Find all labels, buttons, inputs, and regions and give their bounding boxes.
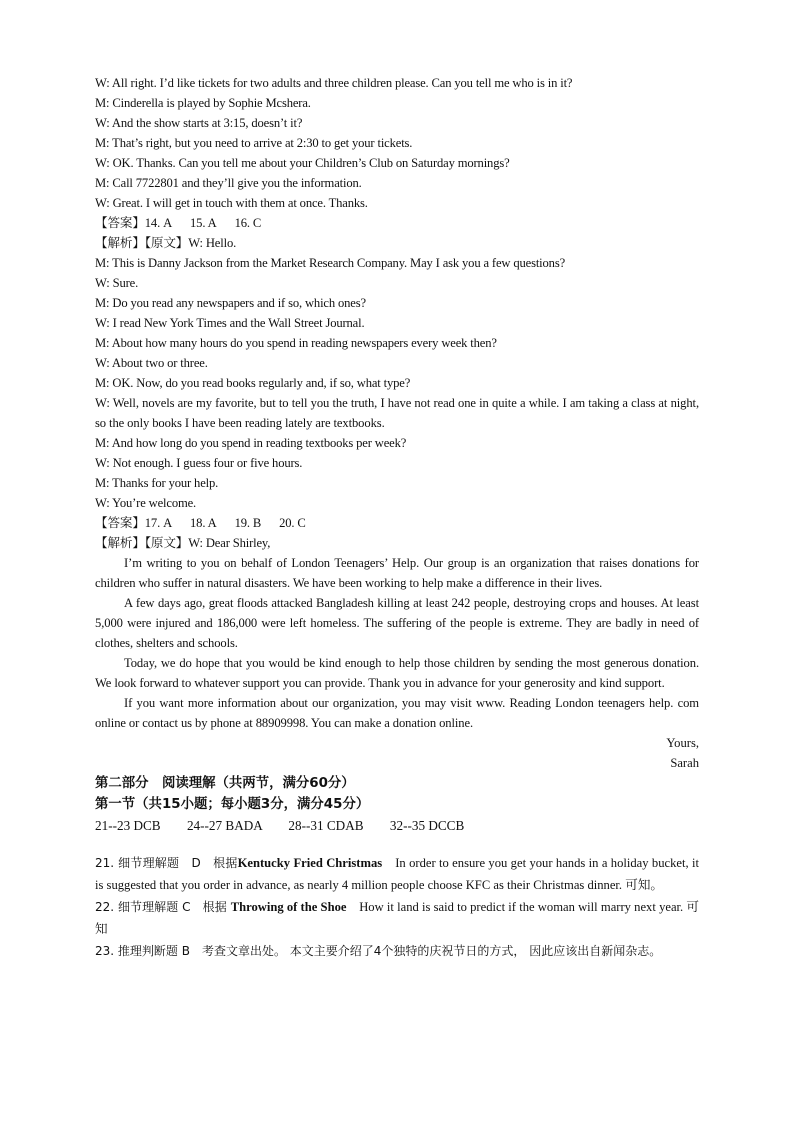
answer-label: 【答案】: [95, 216, 145, 230]
question-explanation-23: 23. 推理判断题 B 考查文章出处。 本文主要介绍了4个独特的庆祝节日的方式， 因此应该出自新闻杂志。: [95, 944, 662, 958]
letter-paragraph: I’m writing to you on behalf of London Teenagers’ Help. Our group is an organization that raises donations for children who suffer in natural disasters. We have been working to help make a difference in their lives.: [95, 556, 699, 590]
answer-item: 14. A: [144, 216, 173, 230]
answer-item: 15. A: [190, 216, 217, 230]
dialogue-line: M: This is Danny Jackson from the Market Research Company. May I ask you a few questions?: [95, 256, 566, 270]
answer-item: 16. C: [234, 216, 262, 230]
answer-item: 18. A: [190, 516, 217, 530]
dialogue-line: M: About how many hours do you spend in reading newspapers every week then?: [95, 336, 497, 350]
section-title: 第一节（共15小题；每小题3分，满分45分）: [95, 797, 370, 812]
document-page: [95, 73, 699, 962]
dialogue-line: W: Not enough. I guess four or five hours.: [95, 456, 303, 470]
dialogue-line: W: I read New York Times and the Wall Street Journal.: [95, 316, 365, 330]
dialogue-block-1: [95, 73, 699, 213]
analysis-line: 【解析】【原文】W: Hello.: [95, 236, 237, 250]
letter-body: [95, 553, 699, 773]
dialogue-line: W: About two or three.: [95, 356, 208, 370]
letter-closing: Yours,: [666, 736, 699, 750]
question-prefix: 21. 细节理解题 D 根据: [95, 856, 238, 870]
answer-line: [95, 213, 699, 233]
dialogue-line: W: Great. I will get in touch with them at once. Thanks.: [95, 196, 368, 210]
dialogue-line: M: And how long do you spend in reading textbooks per week?: [95, 436, 407, 450]
dialogue-line: W: All right. I’d like tickets for two adults and three children please. Can you tell me who is in it?: [95, 76, 573, 90]
dialogue-line: W: OK. Thanks. Can you tell me about your Children’s Club on Saturday mornings?: [95, 156, 510, 170]
dialogue-line: M: Thanks for your help.: [95, 476, 219, 490]
answer-key: 21--23 DCB 24--27 BADA 28--31 CDAB 32--35 DCCB: [95, 818, 465, 833]
dialogue-line: M: Do you read any newspapers and if so, which ones?: [95, 296, 366, 310]
letter-paragraph: If you want more information about our organization, you may visit www. Reading London teenagers help. com online or contact us by phone at 88909998. You can make a donation online.: [95, 696, 699, 730]
question-explanation-22: [95, 896, 699, 940]
dialogue-line: M: Cinderella is played by Sophie Mcshera.: [95, 96, 311, 110]
answer-item: 19. B: [234, 516, 262, 530]
question-text: In order to ensure you get your hands in a holiday bucket, it is suggested that you order in advance, as nearly 4 million people choose KFC as their Christmas dinner. 可知。: [95, 856, 700, 892]
dialogue-block-2: [95, 253, 699, 513]
answer-item: 20. C: [279, 516, 306, 530]
question-prefix: 22. 细节理解题 C 根据: [95, 900, 231, 914]
dialogue-line: M: Call 7722801 and they’ll give you the information.: [95, 176, 362, 190]
letter-paragraph: Today, we do hope that you would be kind enough to help those children by sending the most generous donation. We look forward to whatever support you can provide. Thank you in advance for your generosity and kind support.: [95, 656, 699, 690]
spacer: [95, 836, 699, 852]
dialogue-line: M: OK. Now, do you read books regularly and, if so, what type?: [95, 376, 411, 390]
answer-line: [95, 513, 699, 533]
question-text: How it land is said to predict if the woman will marry next year. 可知: [95, 900, 700, 936]
letter-paragraph: A few days ago, great floods attacked Bangladesh killing at least 242 people, destroying crops and houses. At least 5,000 were injured and 186,000 were left homeless. The suffering of the people is extreme. They are badly in need of clothes, shelters and schools.: [95, 596, 699, 650]
analysis-line: 【解析】【原文】W: Dear Shirley,: [95, 536, 271, 550]
dialogue-paragraph: W: Well, novels are my favorite, but to tell you the truth, I have not read one in quite a while. I am taking a class at night, so the only books I have been reading lately are textbooks.: [95, 396, 699, 430]
answer-item: 17. A: [144, 516, 173, 530]
passage-title: Kentucky Fried Christmas: [237, 856, 383, 870]
letter-signature: Sarah: [670, 756, 699, 770]
question-explanation-21: [95, 852, 699, 896]
dialogue-line: W: Sure.: [95, 276, 139, 290]
passage-title: Throwing of the Shoe: [230, 900, 347, 914]
dialogue-line: W: And the show starts at 3:15, doesn’t it?: [95, 116, 303, 130]
answer-label: 【答案】: [95, 516, 145, 530]
part-title: 第二部分 阅读理解（共两节，满分60分）: [95, 776, 355, 791]
dialogue-line: M: That’s right, but you need to arrive at 2:30 to get your tickets.: [95, 136, 413, 150]
dialogue-line: W: You’re welcome.: [95, 496, 197, 510]
